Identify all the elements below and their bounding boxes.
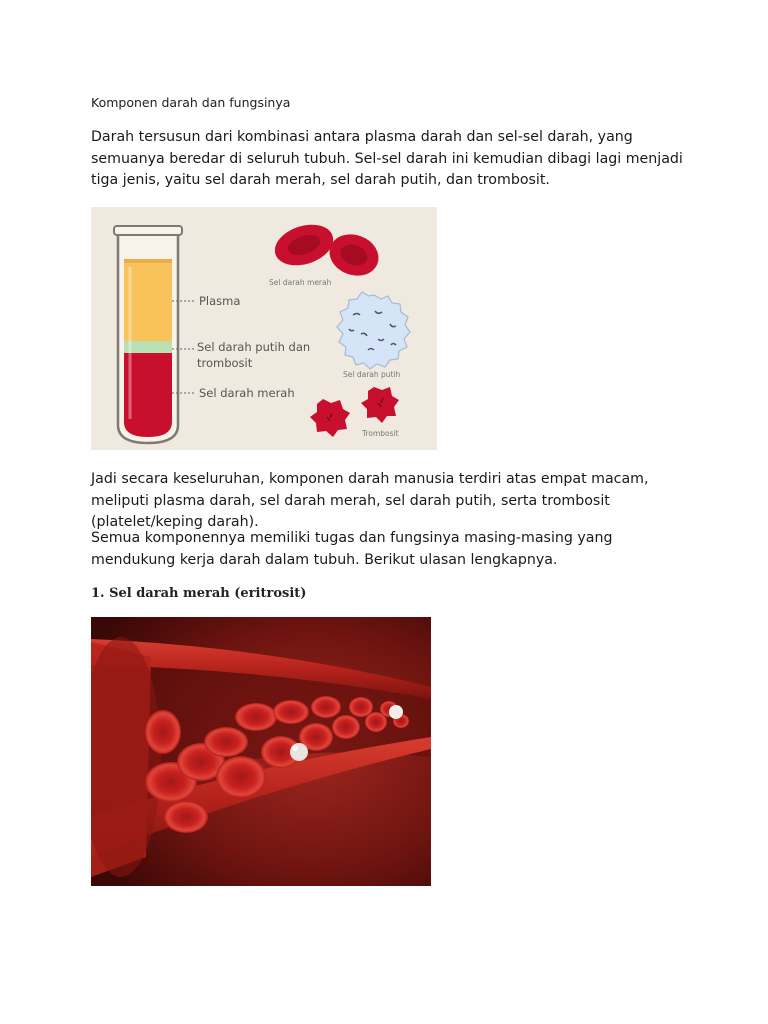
- caption-white-cell: Sel darah putih: [343, 370, 401, 379]
- blood-components-diagram: [91, 207, 437, 450]
- white-blood-cell-1: [290, 743, 308, 761]
- label-plasma: Plasma: [199, 294, 241, 308]
- caption-platelets: Trombosit: [362, 429, 399, 438]
- diagram-svg: [91, 207, 437, 450]
- blood-vessel-svg: [91, 617, 431, 886]
- paragraph-intro: Darah tersusun dari kombinasi antara plasma darah dan sel-sel darah, yang semuanya beredar di seluruh tubuh. Sel-sel darah ini kemudian dibagi lagi menjadi tiga jenis, yaitu sel darah merah, sel darah putih, dan trombosit.: [91, 129, 683, 188]
- test-tube: [114, 226, 182, 443]
- section-title-red-cells: 1. Sel darah merah (eritrosit): [91, 586, 307, 601]
- caption-red-cells: Sel darah merah: [269, 278, 332, 287]
- white-blood-cell-2: [389, 705, 403, 719]
- paragraph-transition: Semua komponennya memiliki tugas dan fungsinya masing-masing yang mendukung kerja darah dalam tubuh. Berikut ulasan lengkapnya.: [91, 530, 613, 568]
- article-heading: Komponen darah dan fungsinya: [91, 95, 291, 110]
- label-platelets: trombosit: [197, 356, 253, 370]
- label-red-cells: Sel darah merah: [199, 386, 295, 400]
- paragraph-summary: Jadi secara keseluruhan, komponen darah manusia terdiri atas empat macam, meliputi plasma darah, sel darah merah, sel darah putih, serta trombosit (platelet/keping darah).: [91, 471, 649, 530]
- label-white-cells: Sel darah putih dan: [197, 340, 311, 354]
- blood-vessel-image: [91, 617, 431, 886]
